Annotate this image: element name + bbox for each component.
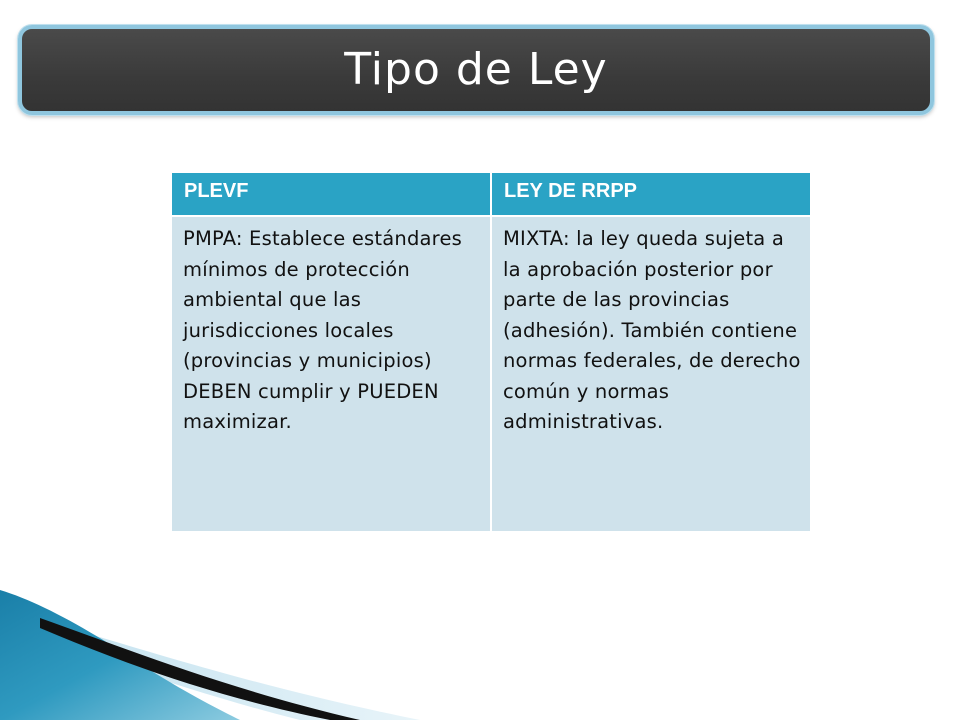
decorative-swoosh bbox=[0, 590, 420, 720]
header-cell-ley-rrpp: LEY DE RRPP bbox=[491, 172, 811, 216]
slide-title: Tipo de Ley bbox=[344, 44, 608, 95]
cell-pmpa-description: PMPA: Establece estándares mínimos de protección ambiental que las jurisdicciones locales (provincias y municipios) DEBEN cumplir y PUEDEN maximizar. bbox=[171, 216, 491, 532]
header-cell-plevf: PLEVF bbox=[171, 172, 491, 216]
table-header-row bbox=[171, 172, 811, 216]
cell-mixta-description: MIXTA: la ley queda sujeta a la aprobación posterior por parte de las provincias (adhesión). También contiene normas federales, de derecho común y normas administrativas. bbox=[491, 216, 811, 532]
law-type-table bbox=[170, 171, 812, 533]
title-banner bbox=[18, 25, 934, 115]
table-row bbox=[171, 216, 811, 532]
